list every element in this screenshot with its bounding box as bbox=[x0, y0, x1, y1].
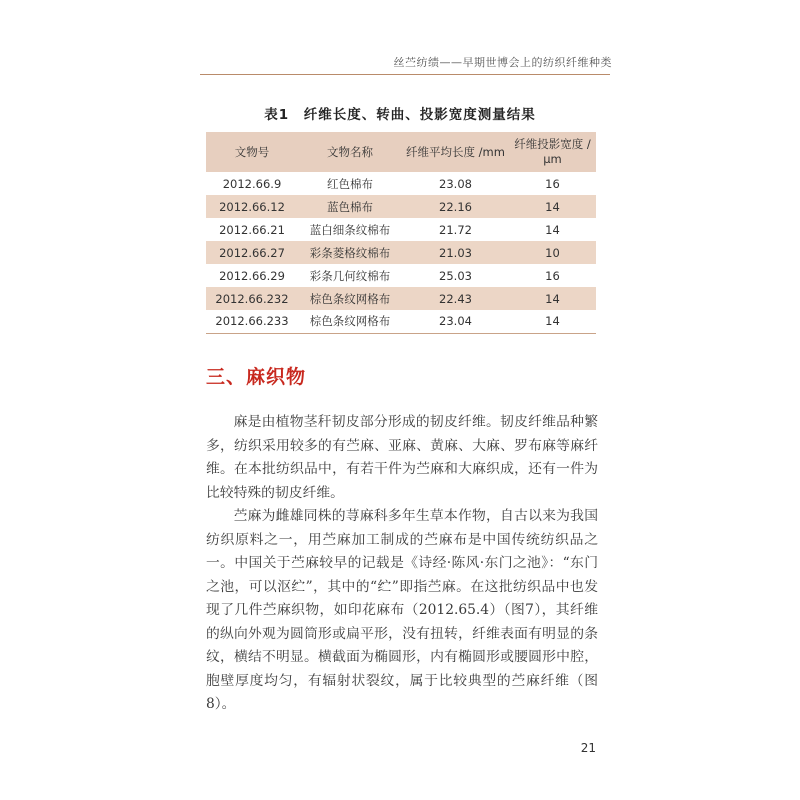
table-title: 表1 纤维长度、转曲、投影宽度测量结果 bbox=[264, 107, 536, 123]
header-artifact-id: 文物号 bbox=[234, 144, 270, 159]
table-row bbox=[206, 264, 596, 287]
cell-artifact-id: 2012.66.233 bbox=[215, 314, 289, 329]
cell-artifact-id: 2012.66.9 bbox=[222, 176, 282, 191]
cell-artifact-name: 彩条几何纹棉布 bbox=[309, 268, 391, 283]
table-header-row bbox=[206, 132, 596, 172]
page-number: 21 bbox=[580, 741, 596, 755]
header-fiber-width: 纤维投影宽度 / μm bbox=[514, 137, 591, 166]
cell-fiber-length: 22.16 bbox=[439, 199, 472, 214]
cell-artifact-name: 蓝白细条纹棉布 bbox=[309, 222, 391, 237]
cell-artifact-id: 2012.66.232 bbox=[215, 291, 289, 306]
table-row bbox=[206, 287, 596, 310]
cell-fiber-width: 14 bbox=[545, 199, 560, 214]
body-text bbox=[206, 411, 598, 717]
cell-fiber-length: 21.72 bbox=[439, 222, 472, 237]
cell-fiber-width: 10 bbox=[545, 245, 560, 260]
cell-fiber-length: 21.03 bbox=[439, 245, 472, 260]
cell-artifact-id: 2012.66.27 bbox=[219, 245, 285, 260]
cell-fiber-length: 23.04 bbox=[439, 314, 472, 329]
cell-artifact-id: 2012.66.12 bbox=[219, 199, 285, 214]
table-row bbox=[206, 218, 596, 241]
cell-fiber-width: 16 bbox=[545, 176, 560, 191]
measurement-table bbox=[206, 132, 596, 334]
header-rule bbox=[200, 74, 610, 75]
cell-artifact-name: 蓝色棉布 bbox=[327, 199, 373, 214]
header-fiber-length: 纤维平均长度 /mm bbox=[406, 144, 505, 159]
table-row bbox=[206, 241, 596, 264]
cell-artifact-name: 彩条菱格纹棉布 bbox=[309, 245, 391, 260]
cell-fiber-width: 14 bbox=[545, 291, 560, 306]
cell-fiber-length: 25.03 bbox=[439, 268, 472, 283]
cell-fiber-width: 14 bbox=[545, 314, 560, 329]
table-row bbox=[206, 310, 596, 333]
paragraph: 麻是由植物茎秆韧皮部分形成的韧皮纤维。韧皮纤维品种繁多，纺织采用较多的有苎麻、亚麻、黄麻、大麻、罗布麻等麻纤维。在本批纺织品中，有若干件为苎麻和大麻织成，还有一件为比较特殊的韧皮纤维。 bbox=[206, 414, 598, 501]
table-row bbox=[206, 195, 596, 218]
table-row bbox=[206, 172, 596, 195]
cell-artifact-id: 2012.66.29 bbox=[219, 268, 285, 283]
header-artifact-name: 文物名称 bbox=[327, 144, 373, 159]
paragraph: 苎麻为雌雄同株的荨麻科多年生草本作物，自古以来为我国纺织原料之一，用苎麻加工制成的苎麻布是中国传统纺织品之一。中国关于苎麻较早的记载是《诗经·陈风·东门之池》：“东门之池，可以沤纻”，其中的“纻”即指苎麻。在这批纺织品中也发现了几件苎麻织物，如印花麻布（2012.65.4）（图7），其纤维的纵向外观为圆筒形或扁平形，没有扭转，纤维表面有明显的条纹，横结不明显。横截面为椭圆形，内有椭圆形或腰圆形中腔，胞壁厚度均匀，有辐射状裂纹，属于比较典型的苎麻纤维（图8）。 bbox=[206, 508, 598, 712]
cell-fiber-length: 23.08 bbox=[439, 176, 472, 191]
cell-artifact-id: 2012.66.21 bbox=[219, 222, 285, 237]
running-head: 丝苎纺绩——早期世博会上的纺织纤维种类 bbox=[393, 56, 612, 69]
cell-artifact-name: 红色棉布 bbox=[327, 176, 373, 191]
cell-fiber-length: 22.43 bbox=[439, 291, 472, 306]
section-heading: 三、麻织物 bbox=[206, 366, 307, 388]
cell-fiber-width: 16 bbox=[545, 268, 560, 283]
cell-artifact-name: 棕色条纹网格布 bbox=[309, 314, 391, 329]
cell-artifact-name: 棕色条纹网格布 bbox=[309, 291, 391, 306]
cell-fiber-width: 14 bbox=[545, 222, 560, 237]
